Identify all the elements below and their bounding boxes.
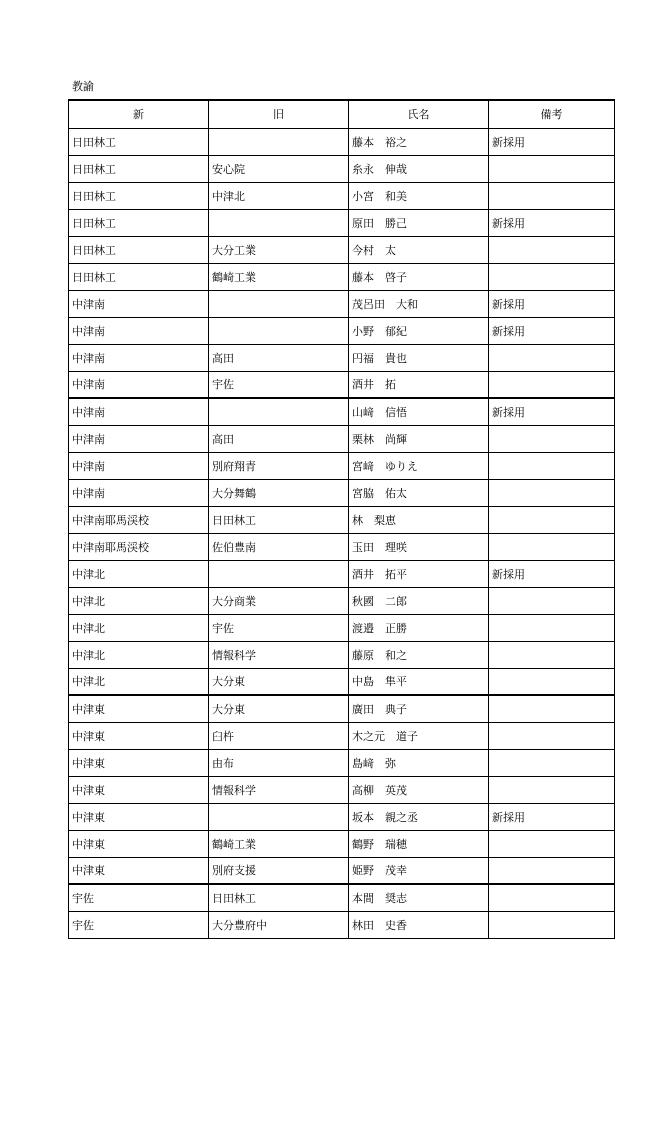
old-school-cell: 安心院 xyxy=(209,155,349,182)
table-row xyxy=(69,722,615,749)
table-row xyxy=(69,884,615,911)
new-school-cell: 日田林工 xyxy=(69,128,209,155)
name-cell: 山﨑 信悟 xyxy=(349,398,489,425)
name-cell: 小宮 和美 xyxy=(349,182,489,209)
name-cell: 秋國 二郎 xyxy=(349,587,489,614)
old-school-cell: 宇佐 xyxy=(209,614,349,641)
old-school-cell xyxy=(209,560,349,587)
remarks-cell xyxy=(489,587,615,614)
remarks-cell xyxy=(489,479,615,506)
new-school-cell: 日田林工 xyxy=(69,236,209,263)
old-school-cell xyxy=(209,209,349,236)
new-school-cell: 中津南 xyxy=(69,371,209,398)
name-cell: 酒井 拓 xyxy=(349,371,489,398)
name-cell: 酒井 拓平 xyxy=(349,560,489,587)
name-cell: 林田 史香 xyxy=(349,911,489,938)
table-row xyxy=(69,209,615,236)
remarks-cell: 新採用 xyxy=(489,209,615,236)
table-row xyxy=(69,452,615,479)
table-row xyxy=(69,749,615,776)
name-cell: 糸永 伸哉 xyxy=(349,155,489,182)
new-school-cell: 中津北 xyxy=(69,614,209,641)
name-cell: 宮﨑 ゆりえ xyxy=(349,452,489,479)
table-row xyxy=(69,695,615,722)
old-school-cell: 中津北 xyxy=(209,182,349,209)
name-cell: 中島 隼平 xyxy=(349,668,489,695)
name-cell: 島﨑 弥 xyxy=(349,749,489,776)
old-school-cell: 大分豊府中 xyxy=(209,911,349,938)
remarks-cell xyxy=(489,641,615,668)
name-cell: 廣田 典子 xyxy=(349,695,489,722)
table-row xyxy=(69,128,615,155)
table-row xyxy=(69,263,615,290)
remarks-cell xyxy=(489,911,615,938)
new-school-cell: 中津東 xyxy=(69,776,209,803)
remarks-cell xyxy=(489,506,615,533)
new-school-cell: 中津東 xyxy=(69,803,209,830)
remarks-cell xyxy=(489,344,615,371)
new-school-cell: 中津南 xyxy=(69,452,209,479)
old-school-cell xyxy=(209,398,349,425)
old-school-cell: 日田林工 xyxy=(209,506,349,533)
remarks-cell xyxy=(489,614,615,641)
name-cell: 小野 郁紀 xyxy=(349,317,489,344)
table-row xyxy=(69,803,615,830)
old-school-cell xyxy=(209,803,349,830)
table-row xyxy=(69,587,615,614)
table-row xyxy=(69,776,615,803)
new-school-cell: 中津北 xyxy=(69,587,209,614)
old-school-cell: 日田林工 xyxy=(209,884,349,911)
table-row xyxy=(69,668,615,695)
name-cell: 原田 勝己 xyxy=(349,209,489,236)
remarks-cell: 新採用 xyxy=(489,560,615,587)
page-title: 教諭 xyxy=(72,80,94,93)
name-cell: 林 梨恵 xyxy=(349,506,489,533)
header-row xyxy=(69,100,615,128)
table-row xyxy=(69,425,615,452)
header-name: 氏名 xyxy=(349,100,489,128)
remarks-cell xyxy=(489,695,615,722)
old-school-cell: 大分商業 xyxy=(209,587,349,614)
table-row xyxy=(69,641,615,668)
name-cell: 姫野 茂幸 xyxy=(349,857,489,884)
old-school-cell xyxy=(209,128,349,155)
new-school-cell: 中津東 xyxy=(69,857,209,884)
old-school-cell xyxy=(209,290,349,317)
new-school-cell: 中津東 xyxy=(69,695,209,722)
name-cell: 宮脇 佑太 xyxy=(349,479,489,506)
header-new-school: 新 xyxy=(69,100,209,128)
name-cell: 玉田 理咲 xyxy=(349,533,489,560)
name-cell: 藤本 裕之 xyxy=(349,128,489,155)
new-school-cell: 中津南 xyxy=(69,344,209,371)
header-old-school: 旧 xyxy=(209,100,349,128)
old-school-cell: 大分舞鶴 xyxy=(209,479,349,506)
new-school-cell: 日田林工 xyxy=(69,209,209,236)
old-school-cell: 大分工業 xyxy=(209,236,349,263)
remarks-cell: 新採用 xyxy=(489,128,615,155)
new-school-cell: 宇佐 xyxy=(69,884,209,911)
remarks-cell: 新採用 xyxy=(489,317,615,344)
remarks-cell xyxy=(489,830,615,857)
table-row xyxy=(69,857,615,884)
new-school-cell: 日田林工 xyxy=(69,263,209,290)
old-school-cell: 鶴崎工業 xyxy=(209,830,349,857)
old-school-cell: 宇佐 xyxy=(209,371,349,398)
name-cell: 渡邉 正勝 xyxy=(349,614,489,641)
remarks-cell: 新採用 xyxy=(489,803,615,830)
new-school-cell: 中津東 xyxy=(69,722,209,749)
name-cell: 今村 太 xyxy=(349,236,489,263)
remarks-cell xyxy=(489,236,615,263)
old-school-cell: 別府支援 xyxy=(209,857,349,884)
remarks-cell xyxy=(489,371,615,398)
remarks-cell xyxy=(489,884,615,911)
table-row xyxy=(69,479,615,506)
old-school-cell: 大分東 xyxy=(209,668,349,695)
new-school-cell: 中津南 xyxy=(69,290,209,317)
new-school-cell: 中津南耶馬渓校 xyxy=(69,506,209,533)
name-cell: 木之元 道子 xyxy=(349,722,489,749)
remarks-cell xyxy=(489,722,615,749)
name-cell: 高柳 英茂 xyxy=(349,776,489,803)
name-cell: 本間 奨志 xyxy=(349,884,489,911)
old-school-cell: 情報科学 xyxy=(209,641,349,668)
new-school-cell: 中津北 xyxy=(69,560,209,587)
old-school-cell: 臼杵 xyxy=(209,722,349,749)
table-row xyxy=(69,398,615,425)
table-row xyxy=(69,317,615,344)
name-cell: 鶴野 瑞穂 xyxy=(349,830,489,857)
remarks-cell xyxy=(489,425,615,452)
staff-transfer-table xyxy=(68,99,615,939)
new-school-cell: 中津南耶馬渓校 xyxy=(69,533,209,560)
new-school-cell: 中津南 xyxy=(69,317,209,344)
table-row xyxy=(69,911,615,938)
table-row xyxy=(69,830,615,857)
new-school-cell: 中津北 xyxy=(69,641,209,668)
table-body xyxy=(69,128,615,938)
table-row xyxy=(69,533,615,560)
old-school-cell: 由布 xyxy=(209,749,349,776)
table-row xyxy=(69,290,615,317)
header-remarks: 備考 xyxy=(489,100,615,128)
name-cell: 藤本 啓子 xyxy=(349,263,489,290)
old-school-cell: 高田 xyxy=(209,344,349,371)
remarks-cell: 新採用 xyxy=(489,290,615,317)
new-school-cell: 日田林工 xyxy=(69,155,209,182)
remarks-cell xyxy=(489,182,615,209)
old-school-cell: 佐伯豊南 xyxy=(209,533,349,560)
new-school-cell: 中津東 xyxy=(69,830,209,857)
table-row xyxy=(69,560,615,587)
remarks-cell xyxy=(489,857,615,884)
new-school-cell: 宇佐 xyxy=(69,911,209,938)
new-school-cell: 中津北 xyxy=(69,668,209,695)
remarks-cell xyxy=(489,533,615,560)
table-row xyxy=(69,155,615,182)
name-cell: 藤原 和之 xyxy=(349,641,489,668)
remarks-cell xyxy=(489,452,615,479)
new-school-cell: 中津南 xyxy=(69,479,209,506)
name-cell: 栗林 尚輝 xyxy=(349,425,489,452)
table-row xyxy=(69,344,615,371)
table-row xyxy=(69,236,615,263)
remarks-cell xyxy=(489,749,615,776)
new-school-cell: 中津南 xyxy=(69,398,209,425)
name-cell: 茂呂田 大和 xyxy=(349,290,489,317)
old-school-cell: 情報科学 xyxy=(209,776,349,803)
old-school-cell xyxy=(209,317,349,344)
new-school-cell: 日田林工 xyxy=(69,182,209,209)
remarks-cell xyxy=(489,668,615,695)
table-row xyxy=(69,506,615,533)
name-cell: 坂本 親之丞 xyxy=(349,803,489,830)
old-school-cell: 鶴崎工業 xyxy=(209,263,349,290)
old-school-cell: 大分東 xyxy=(209,695,349,722)
old-school-cell: 別府翔青 xyxy=(209,452,349,479)
old-school-cell: 高田 xyxy=(209,425,349,452)
new-school-cell: 中津東 xyxy=(69,749,209,776)
name-cell: 円福 貴也 xyxy=(349,344,489,371)
remarks-cell xyxy=(489,776,615,803)
table-row xyxy=(69,614,615,641)
remarks-cell xyxy=(489,263,615,290)
new-school-cell: 中津南 xyxy=(69,425,209,452)
remarks-cell: 新採用 xyxy=(489,398,615,425)
table-row xyxy=(69,182,615,209)
remarks-cell xyxy=(489,155,615,182)
table-row xyxy=(69,371,615,398)
